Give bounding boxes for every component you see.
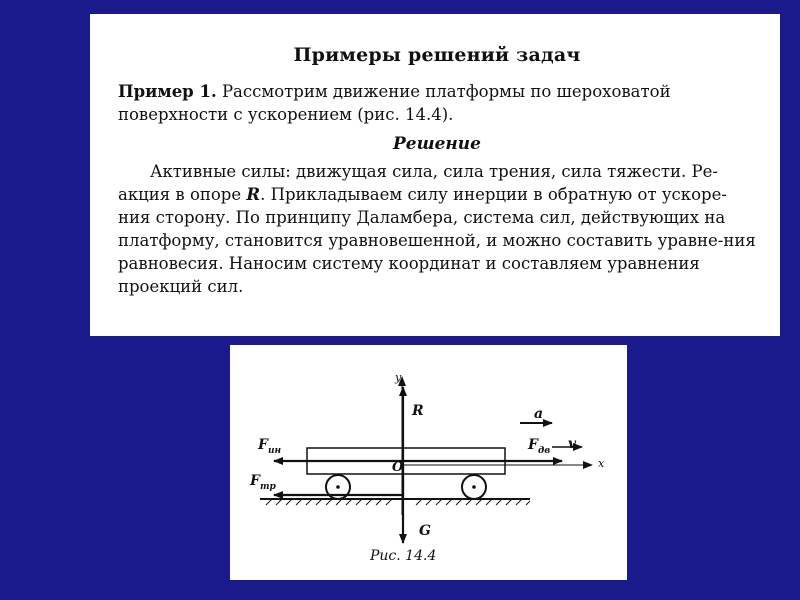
figure-caption: Рис. 14.4 (370, 548, 437, 564)
force-diagram (230, 345, 627, 580)
x-axis-label: x (598, 457, 605, 470)
text-panel (90, 14, 780, 336)
velocity-label: v (568, 436, 577, 452)
solution-text-2: . Прикладываем силу инерции в обратную от ускоре-ния сторону. По принципу Даламбера, система сил, действующих на платформу, становится уравновешенной, и можно составить уравне-ния равновесия. Наносим систему координат и составляем уравнения проекций сил. (118, 185, 756, 296)
example-text: Рассмотрим движение платформы по шероховатой поверхности с ускорением (рис. 14.4). (118, 82, 671, 124)
acceleration-label: a (534, 406, 544, 422)
origin-label: O (392, 460, 404, 475)
force-G-label: G (419, 523, 431, 539)
figure-panel (230, 345, 627, 580)
solution-R: R (246, 185, 261, 204)
solution-heading: Решение (393, 134, 481, 154)
force-R-label: R (412, 403, 424, 419)
force-Fin-label: $F_{ин}$ (258, 437, 282, 456)
solution-text-1: Активные силы: движущая сила, сила трения, сила тяжести. Ре-акция в опоре (118, 162, 718, 204)
wheel-right (462, 475, 486, 499)
example-lead: Пример 1. (118, 82, 217, 101)
example-paragraph (118, 80, 756, 126)
force-Ftr-label: $F_{тр}$ (250, 473, 276, 492)
solution-paragraph (118, 160, 756, 298)
page-title: Примеры решений задач (293, 44, 581, 66)
force-Fdv-label: $F_{дв}$ (528, 437, 551, 456)
y-axis-label: y (395, 371, 402, 384)
